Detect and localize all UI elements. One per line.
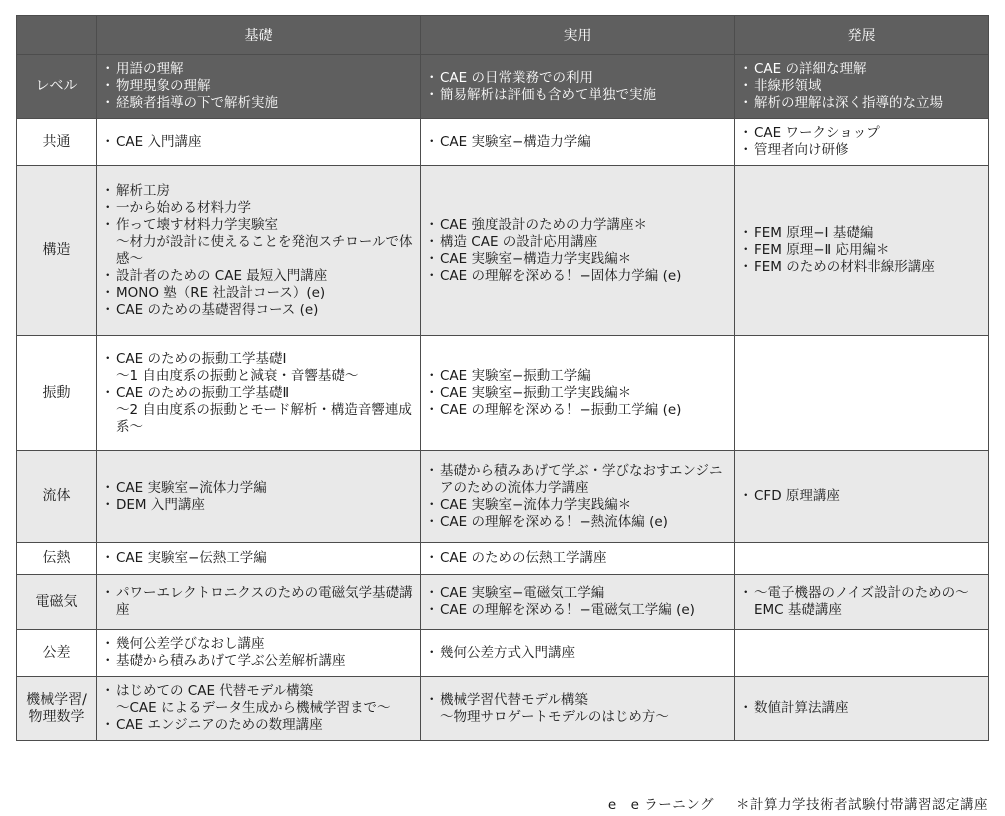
course-list (428, 217, 728, 285)
course-item: ・ CFD 原理講座 (742, 488, 982, 505)
footnote (608, 793, 988, 813)
course-item: ・ CAE の理解を深める！−固体力学編 (e) (428, 268, 728, 285)
table-row (17, 166, 989, 336)
course-item: ・ CAE 実験室−電磁気工学編 (428, 585, 728, 602)
table-row (17, 575, 989, 630)
course-item: ・ 機械学習代替モデル構築 〜物理サロゲートモデルのはじめ方〜 (428, 692, 728, 726)
course-list (104, 183, 414, 319)
cell-basic (97, 166, 421, 336)
course-map-table (16, 15, 989, 741)
course-item: ・ CAE エンジニアのための数理講座 (104, 717, 414, 734)
course-item: ・ 管理者向け研修 (742, 142, 982, 159)
course-item: ・ FEM 原理−Ⅰ 基礎編 (742, 225, 982, 242)
course-item: ・ 用語の理解 (104, 61, 414, 78)
course-list (428, 692, 728, 726)
course-list (742, 225, 982, 276)
course-item: ・ 簡易解析は評価も含めて単独で実施 (428, 87, 728, 104)
course-item: ・ CAE ワークショップ (742, 125, 982, 142)
cell-basic (97, 575, 421, 630)
course-item: ・ DEM 入門講座 (104, 497, 414, 514)
table-row (17, 451, 989, 543)
cell-advanced (735, 336, 989, 451)
cell-practical (421, 119, 735, 166)
course-list (104, 636, 414, 670)
course-item: ・ 構造 CAE の設計応用講座 (428, 234, 728, 251)
course-item: ・ 解析工房 (104, 183, 414, 200)
course-item: ・ CAE 実験室−構造力学編 (428, 134, 728, 151)
cell-basic (97, 451, 421, 543)
course-item: ・ MONO 塾（RE 社設計コース）(e) (104, 285, 414, 302)
course-item: ・ CAE の理解を深める！−熱流体編 (e) (428, 514, 728, 531)
row-label: 伝熱 (17, 543, 97, 575)
table-row (17, 677, 989, 741)
course-list (104, 61, 414, 112)
course-list (428, 70, 728, 104)
cell-practical (421, 55, 735, 119)
course-item: ・ 基礎から積みあげて学ぶ公差解析講座 (104, 653, 414, 670)
course-item: ・ パワーエレクトロニクスのための電磁気学基礎講座 (104, 585, 414, 619)
row-label: 流体 (17, 451, 97, 543)
course-item: ・ FEM のための材料非線形講座 (742, 259, 982, 276)
course-list (742, 700, 982, 717)
cell-advanced (735, 543, 989, 575)
table-row (17, 336, 989, 451)
course-item: ・ CAE の理解を深める！−振動工学編 (e) (428, 402, 728, 419)
table-row (17, 119, 989, 166)
cell-practical (421, 336, 735, 451)
course-item: ・ はじめての CAE 代替モデル構築 〜CAE によるデータ生成から機械学習まで〜 (104, 683, 414, 717)
cell-advanced (735, 575, 989, 630)
course-item: ・ CAE のための振動工学基礎Ⅱ 〜2 自由度系の振動とモード解析・構造音響連成系〜 (104, 385, 414, 436)
course-list (104, 480, 414, 514)
cell-basic (97, 119, 421, 166)
cell-basic (97, 336, 421, 451)
header-row (17, 16, 989, 55)
cell-practical (421, 575, 735, 630)
header-basic: 基礎 (97, 16, 421, 55)
course-item: ・ CAE 実験室−振動工学実践編＊ (428, 385, 728, 402)
course-item: ・ CAE 実験室−伝熱工学編 (104, 550, 414, 567)
course-item: ・ 〜電子機器のノイズ設計のための〜EMC 基礎講座 (742, 585, 982, 619)
course-list (742, 125, 982, 159)
course-item: ・ CAE の詳細な理解 (742, 61, 982, 78)
cell-advanced (735, 451, 989, 543)
cell-advanced (735, 630, 989, 677)
course-item: ・ 作って壊す材料力学実験室 〜材力が設計に使えることを発泡スチロールで体感〜 (104, 217, 414, 268)
certified-course-legend: ＊計算力学技術者試験付帯講習認定講座 (736, 797, 988, 813)
course-item: ・ CAE 実験室−流体力学編 (104, 480, 414, 497)
course-item: ・ 非線形領域 (742, 78, 982, 95)
cell-basic (97, 55, 421, 119)
row-label: 電磁気 (17, 575, 97, 630)
course-item: ・ CAE の日常業務での利用 (428, 70, 728, 87)
course-list (742, 61, 982, 112)
course-item: ・ CAE のための伝熱工学講座 (428, 550, 728, 567)
course-item: ・ CAE 実験室−振動工学編 (428, 368, 728, 385)
course-item: ・ 経験者指導の下で解析実施 (104, 95, 414, 112)
course-list (104, 550, 414, 567)
cell-advanced (735, 119, 989, 166)
course-item: ・ 基礎から積みあげて学ぶ・学びなおすエンジニアのための流体力学講座 (428, 463, 728, 497)
course-item: ・ 幾何公差学びなおし講座 (104, 636, 414, 653)
row-label: 振動 (17, 336, 97, 451)
course-list (104, 351, 414, 436)
cell-practical (421, 543, 735, 575)
course-list (104, 134, 414, 151)
table-row (17, 543, 989, 575)
course-list (742, 488, 982, 505)
cell-practical (421, 630, 735, 677)
course-item: ・ 一から始める材料力学 (104, 200, 414, 217)
header-corner (17, 16, 97, 55)
course-list (104, 683, 414, 734)
course-list (428, 368, 728, 419)
row-label: 構造 (17, 166, 97, 336)
row-label: 公差 (17, 630, 97, 677)
cell-advanced (735, 677, 989, 741)
row-label: レベル (17, 55, 97, 119)
row-label: 共通 (17, 119, 97, 166)
course-list (104, 585, 414, 619)
course-item: ・ CAE のための基礎習得コース (e) (104, 302, 414, 319)
header-advanced: 発展 (735, 16, 989, 55)
course-item: ・ 数値計算法講座 (742, 700, 982, 717)
cell-practical (421, 677, 735, 741)
course-item: ・ 解析の理解は深く指導的な立場 (742, 95, 982, 112)
course-list (428, 585, 728, 619)
course-item: ・ CAE 実験室−流体力学実践編＊ (428, 497, 728, 514)
course-list (742, 585, 982, 619)
cell-advanced (735, 55, 989, 119)
course-item: ・ CAE 強度設計のための力学講座＊ (428, 217, 728, 234)
cell-practical (421, 451, 735, 543)
course-item: ・ CAE のための振動工学基礎Ⅰ 〜1 自由度系の振動と減衰・音響基礎〜 (104, 351, 414, 385)
header-practical: 実用 (421, 16, 735, 55)
table-row (17, 55, 989, 119)
course-list (428, 134, 728, 151)
course-item: ・ CAE 実験室−構造力学実践編＊ (428, 251, 728, 268)
table-body (17, 55, 989, 741)
course-item: ・ 幾何公差方式入門講座 (428, 645, 728, 662)
course-item: ・ CAE 入門講座 (104, 134, 414, 151)
course-list (428, 645, 728, 662)
table-row (17, 630, 989, 677)
course-list (428, 550, 728, 567)
row-label: 機械学習/ 物理数学 (17, 677, 97, 741)
cell-practical (421, 166, 735, 336)
cell-basic (97, 677, 421, 741)
cell-basic (97, 543, 421, 575)
cell-basic (97, 630, 421, 677)
course-list (428, 463, 728, 531)
course-item: ・ FEM 原理−Ⅱ 応用編＊ (742, 242, 982, 259)
cell-advanced (735, 166, 989, 336)
course-item: ・ CAE の理解を深める！−電磁気工学編 (e) (428, 602, 728, 619)
course-item: ・ 設計者のための CAE 最短入門講座 (104, 268, 414, 285)
e-learning-legend: e e ラーニング (607, 797, 714, 813)
course-item: ・ 物理現象の理解 (104, 78, 414, 95)
